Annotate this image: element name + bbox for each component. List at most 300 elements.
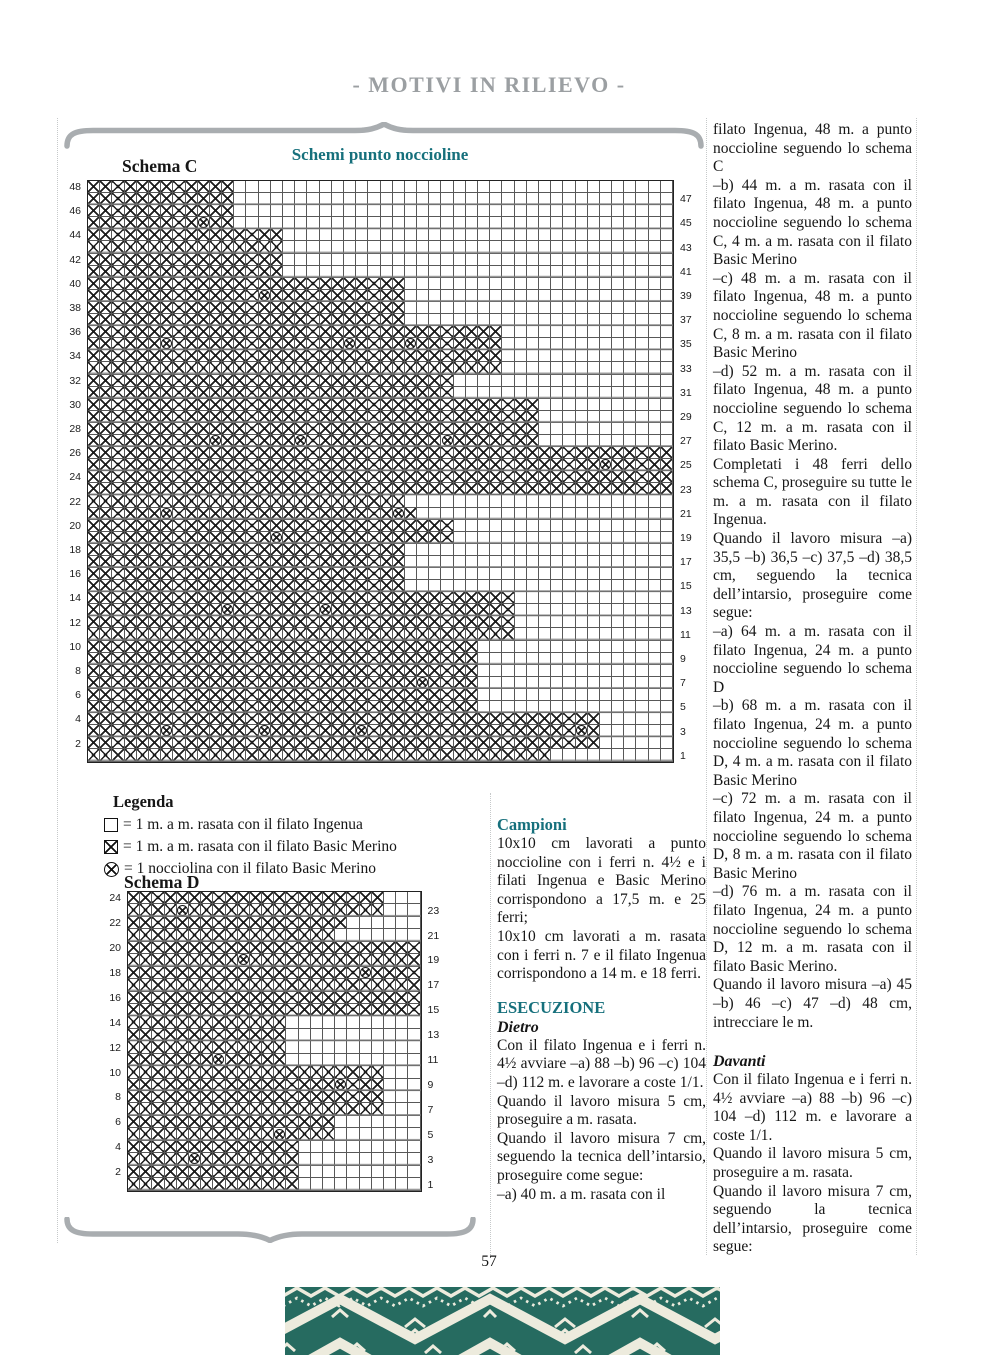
ingenua-cell <box>624 423 636 435</box>
basic-merino-cell <box>140 929 152 941</box>
basic-merino-cell <box>149 471 161 483</box>
ingenua-cell <box>441 544 453 556</box>
basic-merino-cell <box>344 435 356 447</box>
basic-merino-cell <box>381 689 393 701</box>
ingenua-cell <box>478 568 490 580</box>
basic-merino-cell <box>125 350 137 362</box>
ingenua-cell <box>429 580 441 592</box>
basic-merino-cell <box>210 302 222 314</box>
basic-merino-cell <box>112 580 124 592</box>
basic-merino-cell <box>149 411 161 423</box>
basic-merino-cell <box>226 1016 238 1028</box>
ingenua-cell <box>576 423 588 435</box>
ingenua-cell <box>527 241 539 253</box>
basic-merino-cell <box>262 954 274 966</box>
ingenua-cell <box>429 495 441 507</box>
basic-merino-cell <box>429 701 441 713</box>
basic-merino-cell <box>137 653 149 665</box>
row-number: 47 <box>680 192 692 205</box>
ingenua-cell <box>649 193 661 205</box>
basic-merino-cell <box>262 1153 274 1165</box>
basic-merino-cell <box>198 205 210 217</box>
basic-merino-cell <box>527 459 539 471</box>
basic-merino-cell <box>262 1091 274 1103</box>
basic-merino-cell <box>259 399 271 411</box>
basic-merino-cell <box>149 483 161 495</box>
basic-merino-cell <box>551 459 563 471</box>
basic-merino-cell <box>295 544 307 556</box>
basic-merino-cell <box>112 677 124 689</box>
basic-merino-cell <box>381 556 393 568</box>
nocciolina-cell <box>393 508 405 520</box>
ingenua-cell <box>502 375 514 387</box>
ingenua-cell <box>372 917 384 929</box>
ingenua-cell <box>649 749 661 761</box>
basic-merino-cell <box>381 520 393 532</box>
basic-merino-cell <box>100 653 112 665</box>
nocciolina-icon <box>189 1153 200 1164</box>
basic-merino-cell <box>238 1066 250 1078</box>
basic-merino-cell <box>161 314 173 326</box>
basic-merino-cell <box>405 713 417 725</box>
basic-merino-cell <box>539 483 551 495</box>
ingenua-cell <box>259 217 271 229</box>
basic-merino-cell <box>429 641 441 653</box>
basic-merino-cell <box>405 677 417 689</box>
basic-merino-cell <box>405 362 417 374</box>
basic-merino-cell <box>198 508 210 520</box>
basic-merino-cell <box>140 904 152 916</box>
basic-merino-cell <box>274 1041 286 1053</box>
basic-merino-cell <box>356 290 368 302</box>
ingenua-cell <box>454 520 466 532</box>
ingenua-cell <box>466 387 478 399</box>
basic-merino-cell <box>100 604 112 616</box>
ingenua-cell <box>490 580 502 592</box>
ingenua-cell <box>661 217 673 229</box>
basic-merino-cell <box>600 483 612 495</box>
ingenua-cell <box>624 616 636 628</box>
basic-merino-cell <box>125 544 137 556</box>
basic-merino-cell <box>344 556 356 568</box>
basic-merino-cell <box>128 892 140 904</box>
ingenua-cell <box>295 193 307 205</box>
basic-merino-cell <box>112 713 124 725</box>
ingenua-cell <box>405 181 417 193</box>
ingenua-cell <box>636 616 648 628</box>
basic-merino-cell <box>441 677 453 689</box>
basic-merino-cell <box>368 665 380 677</box>
basic-merino-cell <box>381 713 393 725</box>
ingenua-cell <box>408 1029 420 1041</box>
basic-merino-cell <box>88 302 100 314</box>
basic-merino-cell <box>137 556 149 568</box>
ingenua-cell <box>661 362 673 374</box>
ingenua-cell <box>624 725 636 737</box>
basic-merino-cell <box>259 689 271 701</box>
basic-merino-cell <box>88 193 100 205</box>
basic-merino-cell <box>137 350 149 362</box>
ingenua-cell <box>246 181 258 193</box>
basic-merino-cell <box>210 362 222 374</box>
basic-merino-cell <box>527 423 539 435</box>
basic-merino-cell <box>441 338 453 350</box>
ingenua-cell <box>551 532 563 544</box>
row-number: 3 <box>427 1153 434 1166</box>
ingenua-cell <box>551 749 563 761</box>
ingenua-cell <box>490 266 502 278</box>
basic-merino-cell <box>393 375 405 387</box>
ingenua-cell <box>323 1166 335 1178</box>
basic-merino-cell <box>222 701 234 713</box>
ingenua-cell <box>588 653 600 665</box>
basic-merino-cell <box>140 1153 152 1165</box>
basic-merino-cell <box>186 653 198 665</box>
basic-merino-cell <box>250 1178 262 1190</box>
basic-merino-cell <box>344 362 356 374</box>
basic-merino-cell <box>125 278 137 290</box>
basic-merino-cell <box>429 665 441 677</box>
ingenua-cell <box>563 278 575 290</box>
basic-merino-cell <box>137 375 149 387</box>
ingenua-cell <box>649 229 661 241</box>
basic-merino-cell <box>372 1079 384 1091</box>
ingenua-cell <box>588 749 600 761</box>
row-number: 19 <box>427 954 440 967</box>
ingenua-cell <box>527 701 539 713</box>
basic-merino-cell <box>198 592 210 604</box>
ingenua-cell <box>588 193 600 205</box>
basic-merino-cell <box>100 338 112 350</box>
basic-merino-cell <box>405 423 417 435</box>
ingenua-cell <box>600 689 612 701</box>
ingenua-cell <box>600 362 612 374</box>
paragraph: Con il filato Ingenua e i ferri n. 4½ avviare –a) 88 –b) 96 –c) 104 –d) 112 m. e lavorare a coste 1/1. <box>497 1036 706 1091</box>
legend-item-label: = 1 nocciolina con il filato Basic Merino <box>124 860 376 877</box>
basic-merino-cell <box>137 241 149 253</box>
ingenua-cell <box>454 241 466 253</box>
basic-merino-cell <box>283 423 295 435</box>
ingenua-cell <box>360 1116 372 1128</box>
basic-merino-cell <box>332 568 344 580</box>
ingenua-cell <box>490 520 502 532</box>
basic-merino-cell <box>368 387 380 399</box>
ingenua-cell <box>441 229 453 241</box>
basic-merino-cell <box>173 616 185 628</box>
basic-merino-cell <box>295 520 307 532</box>
ingenua-cell <box>417 205 429 217</box>
basic-merino-cell <box>283 326 295 338</box>
ingenua-cell <box>649 616 661 628</box>
basic-merino-cell <box>259 749 271 761</box>
basic-merino-cell <box>307 411 319 423</box>
basic-merino-cell <box>88 508 100 520</box>
basic-merino-cell <box>393 653 405 665</box>
ingenua-cell <box>307 217 319 229</box>
ingenua-cell <box>320 217 332 229</box>
basic-merino-cell <box>201 1103 213 1115</box>
basic-merino-cell <box>152 1066 164 1078</box>
basic-merino-cell <box>332 483 344 495</box>
basic-merino-cell <box>186 749 198 761</box>
ingenua-cell <box>661 193 673 205</box>
ingenua-cell <box>441 508 453 520</box>
nocciolina-cell <box>274 1128 286 1140</box>
basic-merino-cell <box>222 532 234 544</box>
basic-merino-cell <box>271 604 283 616</box>
basic-merino-cell <box>149 326 161 338</box>
ingenua-cell <box>515 665 527 677</box>
nocciolina-icon <box>210 435 221 446</box>
basic-merino-cell <box>137 338 149 350</box>
ingenua-cell <box>299 1153 311 1165</box>
ingenua-cell <box>344 241 356 253</box>
basic-merino-cell <box>149 290 161 302</box>
basic-merino-cell <box>356 556 368 568</box>
ingenua-cell <box>490 677 502 689</box>
ingenua-cell <box>588 580 600 592</box>
basic-merino-cell <box>234 483 246 495</box>
basic-merino-cell <box>286 1004 298 1016</box>
ingenua-cell <box>551 665 563 677</box>
ingenua-cell <box>551 677 563 689</box>
basic-merino-cell <box>393 495 405 507</box>
ingenua-cell <box>405 266 417 278</box>
basic-merino-cell <box>177 1091 189 1103</box>
ingenua-cell <box>502 241 514 253</box>
basic-merino-cell <box>271 749 283 761</box>
ingenua-cell <box>636 217 648 229</box>
basic-merino-cell <box>201 1004 213 1016</box>
basic-merino-cell <box>262 1079 274 1091</box>
basic-merino-cell <box>128 917 140 929</box>
basic-merino-cell <box>332 604 344 616</box>
ingenua-cell <box>624 435 636 447</box>
ingenua-cell <box>661 616 673 628</box>
ingenua-cell <box>454 193 466 205</box>
ingenua-cell <box>649 350 661 362</box>
basic-merino-cell <box>246 459 258 471</box>
basic-merino-cell <box>381 616 393 628</box>
basic-merino-cell <box>186 665 198 677</box>
basic-merino-cell <box>274 1116 286 1128</box>
basic-merino-cell <box>381 665 393 677</box>
basic-merino-cell <box>173 290 185 302</box>
basic-merino-cell <box>186 362 198 374</box>
basic-merino-cell <box>356 749 368 761</box>
basic-merino-cell <box>368 689 380 701</box>
ingenua-cell <box>539 290 551 302</box>
basic-merino-cell <box>381 532 393 544</box>
ingenua-cell <box>502 544 514 556</box>
ingenua-cell <box>636 278 648 290</box>
basic-merino-cell <box>286 917 298 929</box>
basic-merino-cell <box>381 737 393 749</box>
basic-merino-cell <box>137 290 149 302</box>
basic-merino-cell <box>213 1103 225 1115</box>
basic-merino-cell <box>189 1103 201 1115</box>
basic-merino-cell <box>551 471 563 483</box>
basic-merino-cell <box>128 942 140 954</box>
basic-merino-cell <box>588 459 600 471</box>
ingenua-cell <box>600 568 612 580</box>
ingenua-cell <box>612 435 624 447</box>
basic-merino-cell <box>137 604 149 616</box>
basic-merino-cell <box>563 725 575 737</box>
row-number: 24 <box>69 471 81 484</box>
nocciolina-icon <box>177 905 188 916</box>
basic-merino-cell <box>165 1116 177 1128</box>
basic-merino-cell <box>177 1153 189 1165</box>
basic-merino-cell <box>368 616 380 628</box>
row-number: 18 <box>69 543 81 556</box>
basic-merino-cell <box>356 701 368 713</box>
ingenua-cell <box>563 592 575 604</box>
ingenua-cell <box>624 737 636 749</box>
ingenua-cell <box>539 338 551 350</box>
basic-merino-cell <box>88 266 100 278</box>
basic-merino-cell <box>165 1041 177 1053</box>
ingenua-cell <box>360 1141 372 1153</box>
ingenua-cell <box>307 193 319 205</box>
ingenua-cell <box>320 266 332 278</box>
ingenua-cell <box>502 350 514 362</box>
basic-merino-cell <box>320 592 332 604</box>
basic-merino-cell <box>173 677 185 689</box>
basic-merino-cell <box>259 568 271 580</box>
ingenua-cell <box>612 628 624 640</box>
ingenua-cell <box>661 387 673 399</box>
basic-merino-cell <box>259 254 271 266</box>
ingenua-cell <box>323 1153 335 1165</box>
basic-merino-cell <box>347 942 359 954</box>
basic-merino-cell <box>429 362 441 374</box>
basic-merino-cell <box>320 701 332 713</box>
nocciolina-cell <box>295 435 307 447</box>
basic-merino-cell <box>478 737 490 749</box>
ingenua-cell <box>624 193 636 205</box>
ingenua-cell <box>393 266 405 278</box>
basic-merino-cell <box>152 942 164 954</box>
basic-merino-cell <box>441 592 453 604</box>
basic-merino-cell <box>198 483 210 495</box>
basic-merino-cell <box>250 1141 262 1153</box>
ingenua-cell <box>429 193 441 205</box>
basic-merino-cell <box>125 302 137 314</box>
basic-merino-cell <box>381 604 393 616</box>
basic-merino-cell <box>490 459 502 471</box>
basic-merino-cell <box>250 1054 262 1066</box>
ingenua-cell <box>384 1091 396 1103</box>
basic-merino-cell <box>100 520 112 532</box>
basic-merino-cell <box>177 1041 189 1053</box>
basic-merino-cell <box>320 435 332 447</box>
basic-merino-cell <box>381 459 393 471</box>
basic-merino-cell <box>88 556 100 568</box>
ingenua-cell <box>515 229 527 241</box>
basic-merino-cell <box>137 326 149 338</box>
basic-merino-cell <box>368 411 380 423</box>
row-number: 28 <box>69 422 81 435</box>
basic-merino-cell <box>286 1066 298 1078</box>
basic-merino-cell <box>271 435 283 447</box>
ingenua-cell <box>539 568 551 580</box>
basic-merino-cell <box>186 181 198 193</box>
basic-merino-cell <box>246 290 258 302</box>
basic-merino-cell <box>563 471 575 483</box>
row-number: 20 <box>69 519 81 532</box>
ingenua-cell <box>490 205 502 217</box>
nocciolina-icon <box>356 725 367 736</box>
basic-merino-cell <box>125 725 137 737</box>
basic-merino-cell <box>165 1128 177 1140</box>
basic-merino-cell <box>238 967 250 979</box>
ingenua-cell <box>576 278 588 290</box>
ingenua-cell <box>429 568 441 580</box>
basic-merino-cell <box>405 701 417 713</box>
basic-merino-cell <box>149 193 161 205</box>
basic-merino-cell <box>173 302 185 314</box>
basic-merino-cell <box>307 495 319 507</box>
ingenua-cell <box>649 338 661 350</box>
ingenua-cell <box>576 326 588 338</box>
basic-merino-cell <box>238 942 250 954</box>
basic-merino-cell <box>283 556 295 568</box>
basic-merino-cell <box>125 713 137 725</box>
basic-merino-cell <box>246 580 258 592</box>
basic-merino-cell <box>295 604 307 616</box>
basic-merino-cell <box>286 967 298 979</box>
basic-merino-cell <box>356 483 368 495</box>
basic-merino-cell <box>165 1166 177 1178</box>
ingenua-cell <box>405 193 417 205</box>
ingenua-cell <box>502 689 514 701</box>
basic-merino-cell <box>299 1091 311 1103</box>
basic-merino-cell <box>307 641 319 653</box>
basic-merino-cell <box>173 556 185 568</box>
ingenua-cell <box>527 362 539 374</box>
ingenua-cell <box>563 205 575 217</box>
ingenua-cell <box>283 254 295 266</box>
ingenua-cell <box>600 387 612 399</box>
basic-merino-cell <box>332 641 344 653</box>
basic-merino-cell <box>307 677 319 689</box>
basic-merino-cell <box>238 1079 250 1091</box>
basic-merino-cell <box>356 508 368 520</box>
ingenua-cell <box>347 1029 359 1041</box>
basic-merino-cell <box>515 749 527 761</box>
basic-merino-cell <box>271 266 283 278</box>
ingenua-cell <box>323 1054 335 1066</box>
ingenua-cell <box>502 290 514 302</box>
basic-merino-cell <box>222 423 234 435</box>
basic-merino-cell <box>210 604 222 616</box>
basic-merino-cell <box>246 604 258 616</box>
basic-merino-cell <box>222 616 234 628</box>
basic-merino-cell <box>344 302 356 314</box>
basic-merino-cell <box>234 290 246 302</box>
basic-merino-cell <box>173 689 185 701</box>
basic-merino-cell <box>238 892 250 904</box>
ingenua-cell <box>405 290 417 302</box>
ingenua-cell <box>405 241 417 253</box>
basic-merino-cell <box>307 302 319 314</box>
ingenua-cell <box>384 1166 396 1178</box>
ingenua-cell <box>441 580 453 592</box>
ingenua-cell <box>588 338 600 350</box>
basic-merino-cell <box>271 653 283 665</box>
basic-merino-cell <box>173 653 185 665</box>
